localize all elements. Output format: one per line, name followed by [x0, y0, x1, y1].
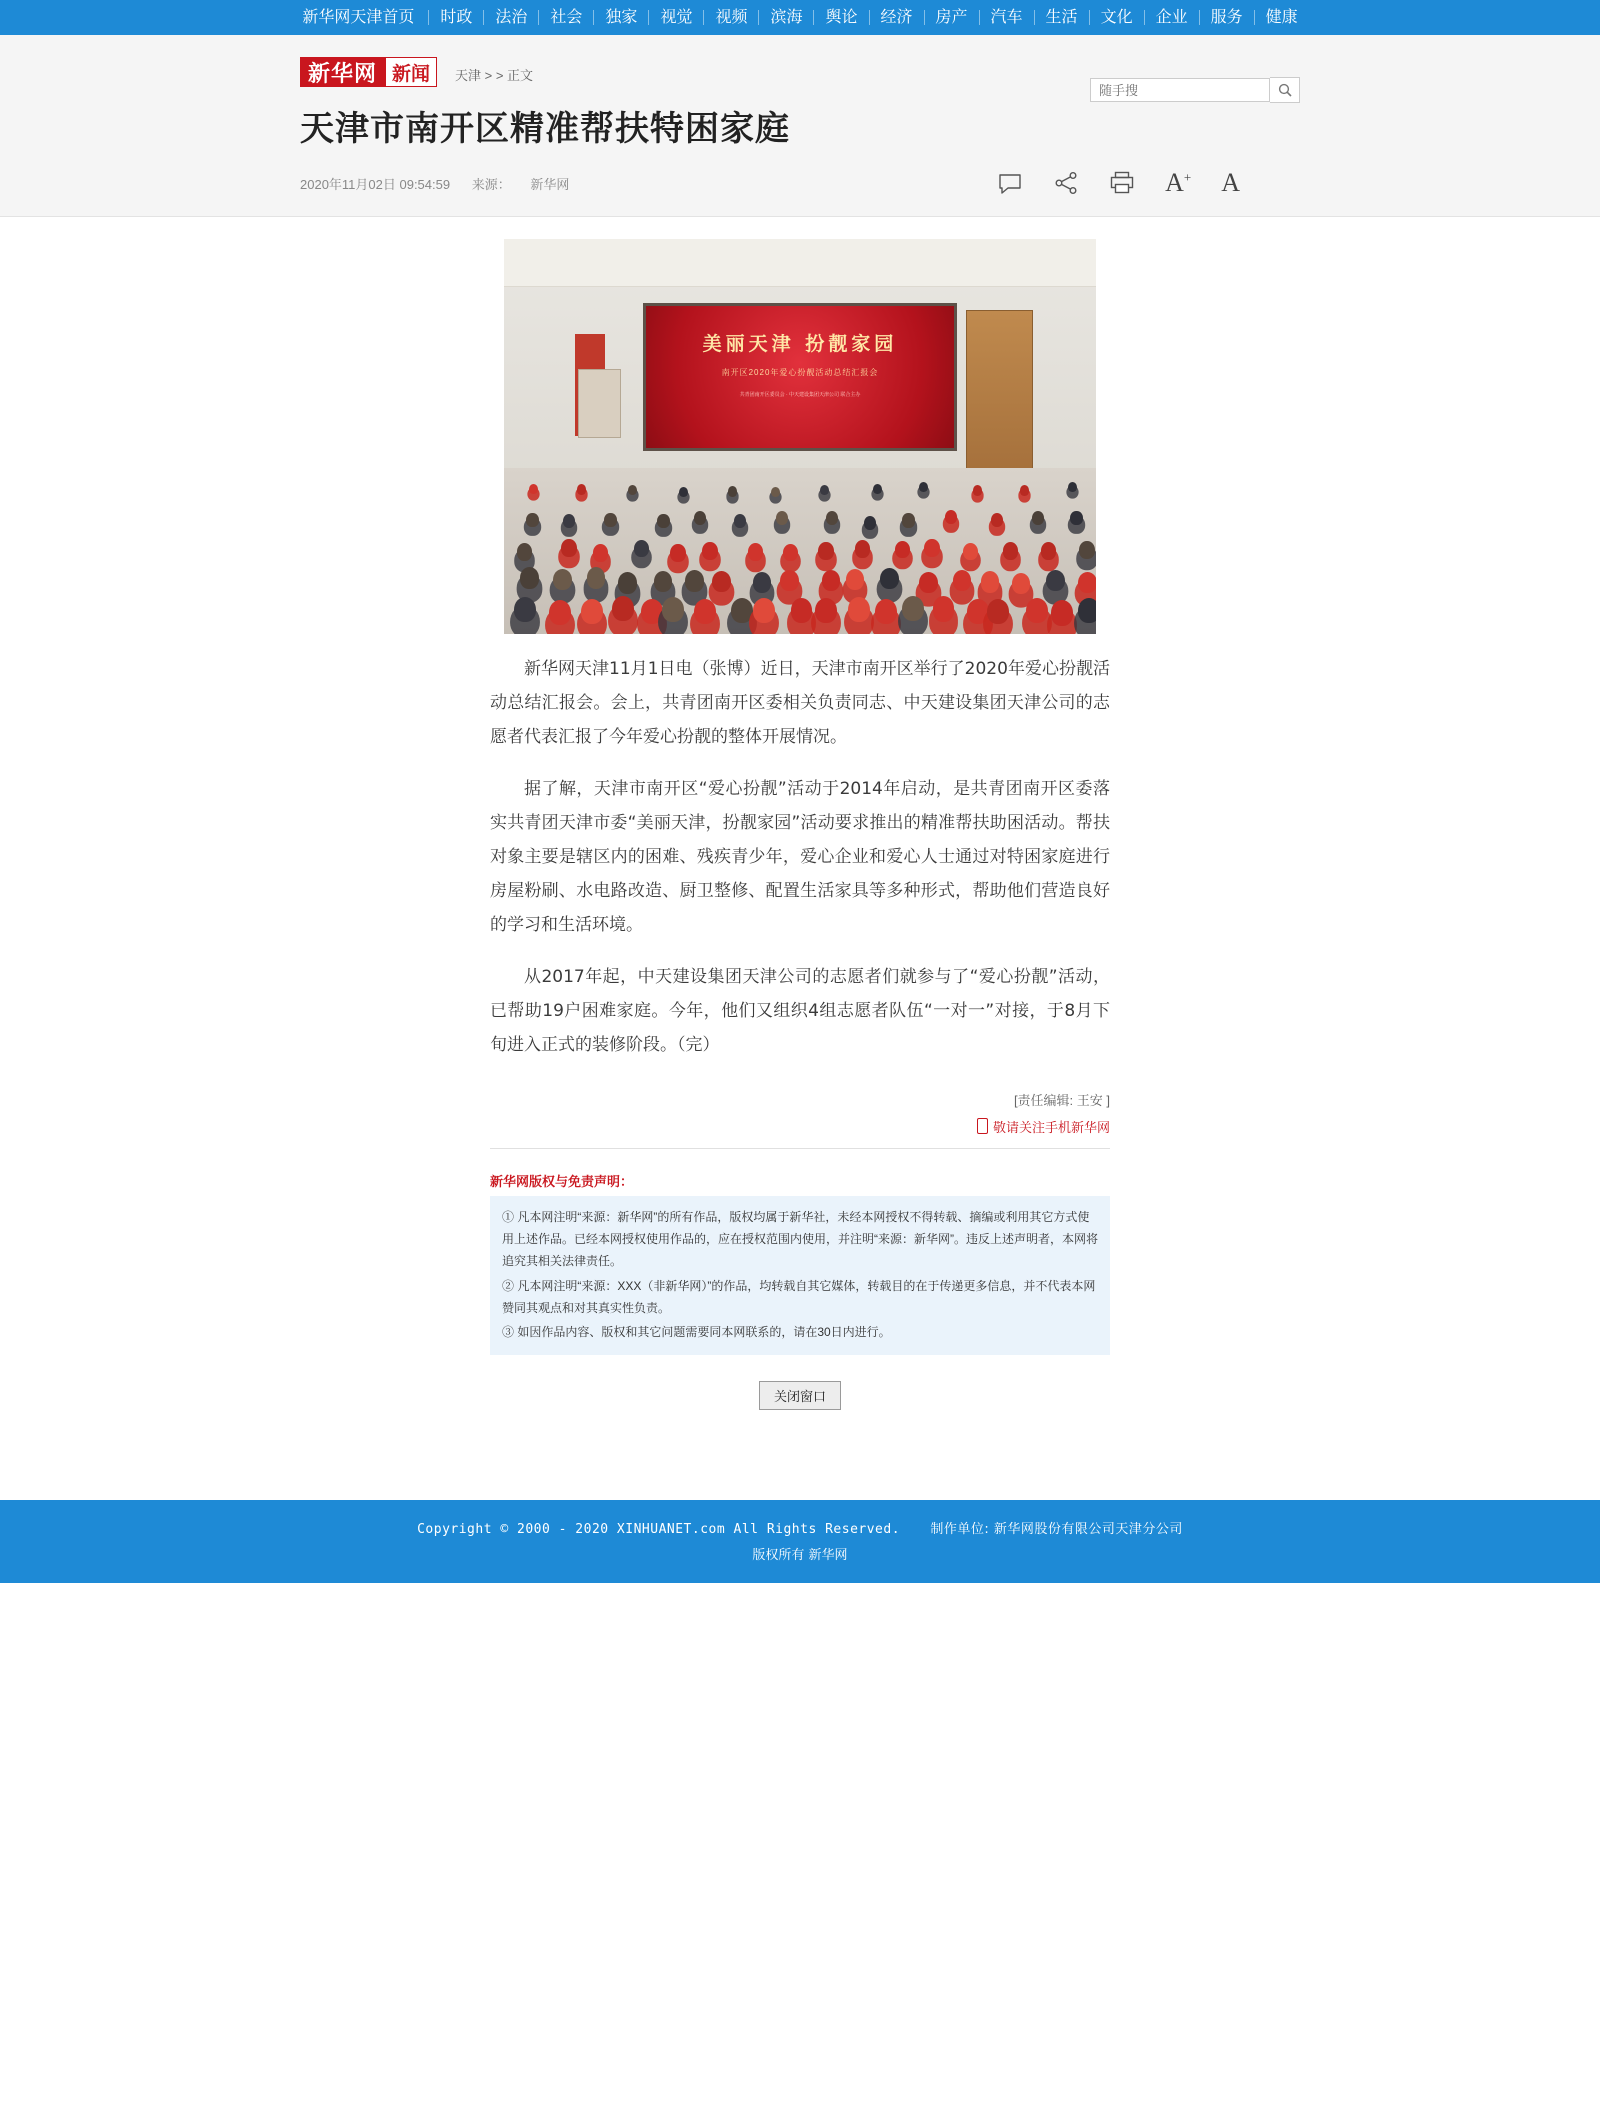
- photo-audience-person: [1079, 541, 1094, 559]
- search-input[interactable]: [1090, 78, 1270, 102]
- statement-title: 新华网版权与免责声明：: [490, 1174, 634, 1189]
- article-photo: [504, 239, 1096, 634]
- photo-audience-person: [549, 600, 571, 625]
- photo-audience-person: [662, 597, 684, 622]
- print-icon: [1109, 170, 1135, 196]
- article-paragraph: 新华网天津11月1日电（张博）近日，天津市南开区举行了2020年爱心扮靓活动总结汇报会。会上，共青团南开区委相关负责同志、中天建设集团天津公司的志愿者代表汇报了今年爱心扮靓的整体开展情况。: [490, 659, 1110, 747]
- photo-audience-person: [593, 544, 608, 562]
- photo-audience-person: [880, 568, 899, 589]
- photo-audience-person: [526, 513, 538, 527]
- footer-rights: 版权所有 新华网: [752, 1548, 848, 1564]
- close-window-wrap: [490, 1381, 1110, 1410]
- nav-item-0[interactable]: 新华网天津首页: [302, 9, 415, 26]
- statement-item: ① 凡本网注明“来源：新华网”的所有作品，版权均属于新华社，未经本网授权不得转载、摘编或利用其它方式使用上述作品。已经本网授权使用作品的，应在授权范围内使用，并注明“来源：新华网”。违反上述声明者，本网将追究其相关法律责任。: [502, 1210, 1098, 1269]
- comment-button[interactable]: [997, 170, 1023, 196]
- nav-item-7[interactable]: 滨海: [770, 9, 803, 26]
- photo-audience-person: [563, 514, 575, 528]
- nav-item-16[interactable]: 健康: [1265, 9, 1298, 26]
- photo-audience: [504, 444, 1096, 634]
- article-meta: [300, 174, 569, 193]
- photo-audience-person: [815, 598, 837, 623]
- photo-audience-person: [577, 484, 586, 494]
- mobile-site-note[interactable]: [490, 1117, 1110, 1149]
- photo-audience-person: [776, 511, 788, 525]
- photo-stage-screen: [646, 306, 954, 448]
- photo-audience-person: [587, 567, 606, 588]
- photo-audience-person: [855, 540, 870, 558]
- photo-audience-person: [873, 484, 882, 494]
- photo-audience-person: [919, 572, 938, 593]
- article-content: [490, 217, 1110, 1410]
- nav-item-8[interactable]: 舆论: [825, 9, 858, 26]
- photo-audience-person: [864, 516, 876, 530]
- photo-audience-person: [780, 570, 799, 591]
- photo-audience-person: [514, 597, 536, 622]
- publish-date: 2020年11月02日 09:54:59: [300, 176, 451, 192]
- photo-audience-person: [634, 540, 649, 558]
- photo-audience-person: [981, 571, 1000, 592]
- close-window-button[interactable]: 关闭窗口: [759, 1381, 841, 1410]
- source-name: 新华网: [530, 176, 570, 192]
- top-navigation-items: [291, 0, 1308, 35]
- photo-audience-person: [670, 544, 685, 562]
- photo-audience-person: [694, 511, 706, 525]
- photo-audience-person: [581, 599, 603, 624]
- photo-audience-person: [685, 570, 704, 591]
- article-paragraph: 从2017年起，中天建设集团天津公司的志愿者们就参与了“爱心扮靓”活动，已帮助19户困难家庭。今年，他们又组织4组志愿者队伍“一对一”对接，于8月下旬进入正式的装修阶段。（完）: [490, 967, 1110, 1055]
- photo-audience-person: [963, 543, 978, 561]
- search-button[interactable]: [1270, 77, 1300, 103]
- search-icon: [1277, 82, 1293, 98]
- footer-copyright-row: [0, 1518, 1600, 1537]
- photo-audience-person: [1046, 570, 1065, 591]
- photo-audience-person: [846, 569, 865, 590]
- nav-item-4[interactable]: 独家: [605, 9, 638, 26]
- nav-item-6[interactable]: 视频: [715, 9, 748, 26]
- nav-item-13[interactable]: 文化: [1100, 9, 1133, 26]
- photo-audience-person: [612, 596, 634, 621]
- photo-podium: [578, 369, 621, 438]
- source-label: 来源：: [471, 176, 511, 192]
- font-increase-sup: +: [1183, 169, 1192, 185]
- photo-audience-person: [822, 570, 841, 591]
- photo-audience-person: [529, 484, 538, 494]
- photo-audience-person: [520, 567, 539, 588]
- print-button[interactable]: [1109, 170, 1135, 196]
- logo-main-text: 新华网: [300, 57, 385, 87]
- photo-audience-person: [1026, 598, 1048, 623]
- photo-audience-person: [1041, 542, 1056, 560]
- font-decrease-label: A: [1221, 168, 1240, 197]
- photo-audience-person: [1020, 485, 1029, 495]
- search-box: [1090, 77, 1300, 103]
- photo-audience-person: [679, 487, 688, 497]
- photo-audience-person: [953, 570, 972, 591]
- font-increase-label: A: [1165, 168, 1184, 197]
- photo-audience-person: [553, 569, 572, 590]
- article-header-band: [0, 35, 1600, 217]
- nav-item-2[interactable]: 法治: [495, 9, 528, 26]
- nav-item-12[interactable]: 生活: [1045, 9, 1078, 26]
- photo-audience-person: [657, 514, 669, 528]
- breadcrumb[interactable]: 天津 > > 正文: [455, 68, 534, 83]
- article-tools: [997, 168, 1300, 198]
- photo-audience-person: [991, 513, 1003, 527]
- photo-audience-person: [902, 513, 914, 527]
- photo-audience-person: [987, 599, 1009, 624]
- photo-audience-person: [1032, 511, 1044, 525]
- photo-audience-person: [702, 542, 717, 560]
- font-increase-button[interactable]: [1165, 168, 1191, 198]
- nav-item-9[interactable]: 经济: [880, 9, 913, 26]
- photo-audience-person: [604, 513, 616, 527]
- mobile-site-label: 敬请关注手机新华网: [992, 1120, 1110, 1135]
- article-body: [490, 652, 1110, 1062]
- photo-audience-person: [771, 487, 780, 497]
- photo-audience-person: [694, 599, 716, 624]
- top-navigation-bar: [0, 0, 1600, 35]
- photo-audience-person: [753, 572, 772, 593]
- photo-audience-person: [748, 543, 763, 561]
- photo-audience-person: [654, 571, 673, 592]
- photo-audience-person: [1068, 482, 1077, 492]
- photo-audience-person: [628, 485, 637, 495]
- photo-banner-headline: 美丽天津 扮靓家园: [702, 332, 898, 355]
- photo-ceiling: [504, 239, 1096, 287]
- nav-item-14[interactable]: 企业: [1155, 9, 1188, 26]
- photo-audience-person: [1003, 542, 1018, 560]
- photo-audience-person: [517, 543, 532, 561]
- photo-audience-person: [1070, 511, 1082, 525]
- nav-item-15[interactable]: 服务: [1210, 9, 1243, 26]
- photo-audience-person: [875, 599, 897, 624]
- share-icon: [1053, 170, 1079, 196]
- photo-audience-person: [1078, 572, 1096, 593]
- nav-item-3[interactable]: 社会: [550, 9, 583, 26]
- photo-audience-person: [924, 539, 939, 557]
- page-footer: [0, 1500, 1600, 1583]
- statement-item: ③ 如因作品内容、版权和其它问题需要同本网联系的，请在30日内进行。: [502, 1324, 891, 1339]
- page-title: 天津市南开区精准帮扶特困家庭: [300, 109, 790, 149]
- photo-audience-person: [848, 597, 870, 622]
- photo-audience-person: [895, 541, 910, 559]
- nav-item-5[interactable]: 视觉: [660, 9, 693, 26]
- xinhuanet-logo[interactable]: [300, 57, 437, 87]
- photo-audience-person: [818, 542, 833, 560]
- photo-audience-person: [826, 511, 838, 525]
- photo-audience-person: [933, 596, 955, 621]
- article-paragraph: 据了解，天津市南开区“爱心扮靓”活动于2014年启动，是共青团南开区委落实共青团天津市委“美丽天津，扮靓家园”活动要求推出的精准帮扶助困活动。帮扶对象主要是辖区内的困难、残疾青少年，爱心企业和爱心人士通过对特困家庭进行房屋粉刷、水电路改造、厨卫整修、配置生活家具等多种形式，帮助他们营造良好的学习和生活环境。: [490, 779, 1110, 935]
- photo-audience-person: [1078, 598, 1096, 623]
- editor-credit: [责任编辑: 王安 ]: [1013, 1093, 1110, 1108]
- logo-sub-text: 新闻: [385, 57, 437, 87]
- photo-audience-person: [967, 599, 989, 624]
- nav-item-11[interactable]: 汽车: [990, 9, 1023, 26]
- photo-banner-smallline: 共青团南开区委员会 · 中天建设集团天津公司 联合主办: [739, 392, 861, 399]
- statement-body: [490, 1196, 1110, 1355]
- photo-audience-person: [734, 514, 746, 528]
- article-meta-row: [300, 168, 1300, 198]
- photo-audience-person: [783, 544, 798, 562]
- photo-audience-person: [945, 510, 957, 524]
- footer-copyright: Copyright © 2000 - 2020 XINHUANET.com All Rights Reserved.: [417, 1522, 901, 1538]
- photo-audience-person: [731, 598, 753, 623]
- photo-audience-person: [919, 482, 928, 492]
- share-button[interactable]: [1053, 170, 1079, 196]
- photo-audience-person: [1051, 600, 1073, 625]
- photo-audience-person: [1012, 573, 1031, 594]
- photo-audience-person: [791, 598, 813, 623]
- footer-maker: 制作单位: 新华网股份有限公司天津分公司: [930, 1522, 1183, 1538]
- photo-audience-person: [728, 486, 737, 496]
- photo-audience-person: [641, 599, 663, 624]
- font-decrease-button[interactable]: [1221, 168, 1240, 198]
- nav-item-1[interactable]: 时政: [440, 9, 473, 26]
- photo-banner-subline: 南开区2020年爱心扮靓活动总结汇报会: [721, 368, 879, 378]
- photo-audience-person: [618, 572, 637, 593]
- photo-audience-person: [902, 596, 924, 621]
- phone-icon: [977, 1118, 988, 1134]
- photo-audience-person: [712, 571, 731, 592]
- comment-icon: [997, 170, 1023, 196]
- photo-audience-person: [820, 485, 829, 495]
- nav-item-10[interactable]: 房产: [935, 9, 968, 26]
- statement-item: ② 凡本网注明“来源：XXX（非新华网）”的作品，均转载自其它媒体，转载目的在于传递更多信息，并不代表本网赞同其观点和对其真实性负责。: [502, 1278, 1096, 1315]
- photo-audience-person: [973, 485, 982, 495]
- photo-audience-person: [561, 539, 576, 557]
- photo-audience-person: [753, 598, 775, 623]
